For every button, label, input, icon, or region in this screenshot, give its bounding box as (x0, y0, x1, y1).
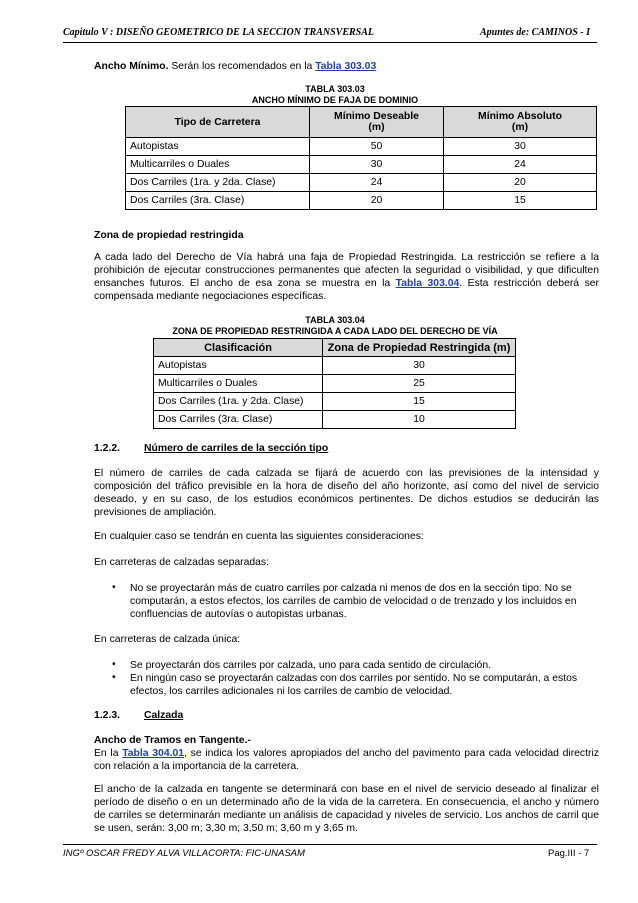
table-cell: 50 (310, 138, 444, 156)
table-cell: 15 (323, 393, 516, 411)
table-cell: Dos Carriles (1ra. y 2da. Clase) (154, 393, 323, 411)
header-line: Mínimo Absoluto (478, 111, 562, 122)
section-123-subtitle: Ancho de Tramos en Tangente.- (94, 735, 251, 746)
bullet-item: No se proyectarán más de cuatro carriles por calzada ni menos de dos en la sección tipo. No se computarán, a estos efectos, los carriles de cambio de velocidad o de trenzado y los incluidos en confluencias de autovías o autopistas urbanas. (130, 583, 577, 620)
section-123-number: 1.2.3. (94, 710, 120, 721)
section-122-number: 1.2.2. (94, 443, 120, 454)
table-cell: 30 (323, 357, 516, 375)
section-122-paragraph-1: El número de carriles de cada calzada se fijará de acuerdo con las previsiones de la intensidad y composición del tráfico previsible en la hora de diseño del año horizonte, así como del nivel de servicio deseado, y en su caso, de los estudios económicos pertinentes. De dichos estudios se deducirán las previsiones de ampliación. (94, 468, 599, 518)
header-chapter: Capitulo V : DISEÑO GEOMETRICO DE LA SECCION TRANSVERSAL (63, 27, 375, 38)
table-header-cell (444, 107, 597, 138)
section-122-paragraph-2: En cualquier caso se tendrán en cuenta las siguientes consideraciones: (94, 531, 424, 542)
table-cell: 20 (310, 192, 444, 210)
link-tabla-303-04[interactable]: Tabla 303.04 (395, 278, 460, 289)
table-cell: 24 (444, 156, 597, 174)
link-tabla-303-03[interactable]: Tabla 303.03 (315, 61, 377, 72)
bullet-item: En ningún caso se proyectarán calzadas con dos carriles por sentido. No se computarán, a estos efectos, los carriles adicionales ni los carriles de cambio de velocidad. (130, 673, 578, 697)
table-row (154, 411, 516, 429)
table-cell: Multicarriles o Duales (126, 156, 310, 174)
table-header-row (126, 107, 597, 138)
intro-label: Ancho Mínimo. (94, 61, 169, 72)
table-row (126, 174, 597, 192)
intro-paragraph (94, 60, 599, 73)
table2-caption-number: TABLA 303.04 (305, 315, 365, 325)
table-cell: Multicarriles o Duales (154, 375, 323, 393)
table-cell: 30 (444, 138, 597, 156)
table-row (126, 156, 597, 174)
table-cell: Dos Carriles (3ra. Clase) (154, 411, 323, 429)
bullet-icon: • (112, 582, 116, 593)
table1-caption-title: ANCHO MÍNIMO DE FAJA DE DOMINIO (251, 95, 419, 105)
footer-page-number: Pag.III - 7 (548, 848, 590, 859)
table2-caption-title: ZONA DE PROPIEDAD RESTRINGIDA A CADA LADO DEL DERECHO DE VÍA (172, 326, 498, 336)
table-cell: 10 (323, 411, 516, 429)
zona-text: A cada lado del Derecho de Vía habrá una faja de Propiedad Restringida. La restricción se refiere a la prohibición de ejecutar construcciones permanentes que afecten la seguridad o visibilidad, y que dificulten ensanches futuros. El ancho de esa zona se muestra en la (94, 252, 599, 289)
section-122-paragraph-4: En carreteras de calzada única: (94, 634, 241, 645)
section-122-paragraph-3: En carreteras de calzadas separadas: (94, 557, 270, 568)
table-303-03 (125, 106, 597, 210)
header-line: (m) (511, 122, 529, 133)
section-123-text: En la (94, 748, 119, 759)
table-cell: 25 (323, 375, 516, 393)
table-row (126, 192, 597, 210)
table-cell: Autopistas (126, 138, 310, 156)
table-cell: Dos Carriles (3ra. Clase) (126, 192, 310, 210)
header-course: Apuntes de: CAMINOS - I (480, 27, 591, 38)
table-header-row (154, 339, 516, 357)
link-tabla-304-01[interactable]: Tabla 304.01 (122, 748, 185, 759)
section-123-title: Calzada (144, 710, 184, 721)
section-123-text-end: , se indica los valores apropiados del ancho del pavimento para cada velocidad directriz con relación a la importancia de la carretera. (94, 748, 599, 772)
table-row (126, 138, 597, 156)
table-header-cell (310, 107, 444, 138)
section-122-title: Número de carriles de la sección tipo (144, 443, 329, 454)
header-line: (m) (368, 122, 385, 133)
footer-author: INGº OSCAR FREDY ALVA VILLACORTA: FIC-UNASAM (63, 848, 305, 859)
zona-text-end: . Esta restricción deberá ser compensada mediante negociaciones específicas. (94, 278, 599, 302)
header-line: Mínimo Deseable (334, 111, 419, 122)
zona-title: Zona de propiedad restringida (94, 230, 244, 241)
table-cell: Autopistas (154, 357, 323, 375)
bullet-item: Se proyectarán dos carriles por calzada, uno para cada sentido de circulación. (130, 660, 491, 671)
section-123-paragraph-1 (94, 747, 599, 773)
table-row (154, 375, 516, 393)
bullet-icon: • (112, 659, 116, 670)
section-123-paragraph-2: El ancho de la calzada en tangente se determinará con base en el nivel de servicio deseado al finalizar el período de diseño o en un determinado año de la vida de la carretera. En consecuencia, el ancho y número de carriles se determinarán mediante un análisis de capacidad y niveles de servicio. Los anchos de carril que se usen, serán: 3,00 m; 3,30 m; 3,50 m; 3,60 m y 3,65 m. (94, 784, 599, 834)
header-rule (63, 42, 597, 43)
table-header-cell: Tipo de Carretera (126, 107, 310, 138)
table-cell: Dos Carriles (1ra. y 2da. Clase) (126, 174, 310, 192)
table-cell: 30 (310, 156, 444, 174)
table-header-cell: Zona de Propiedad Restringida (m) (323, 339, 516, 357)
intro-text: Serán los recomendados en la (171, 61, 313, 72)
table-cell: 20 (444, 174, 597, 192)
table-row (154, 357, 516, 375)
bullet-icon: • (112, 672, 116, 683)
footer-rule (63, 844, 597, 845)
table1-caption-number: TABLA 303.03 (305, 84, 365, 94)
table-303-04 (153, 338, 516, 429)
table-cell: 24 (310, 174, 444, 192)
table-row (154, 393, 516, 411)
zona-paragraph (94, 251, 599, 303)
table-header-cell: Clasificación (154, 339, 323, 357)
table-cell: 15 (444, 192, 597, 210)
